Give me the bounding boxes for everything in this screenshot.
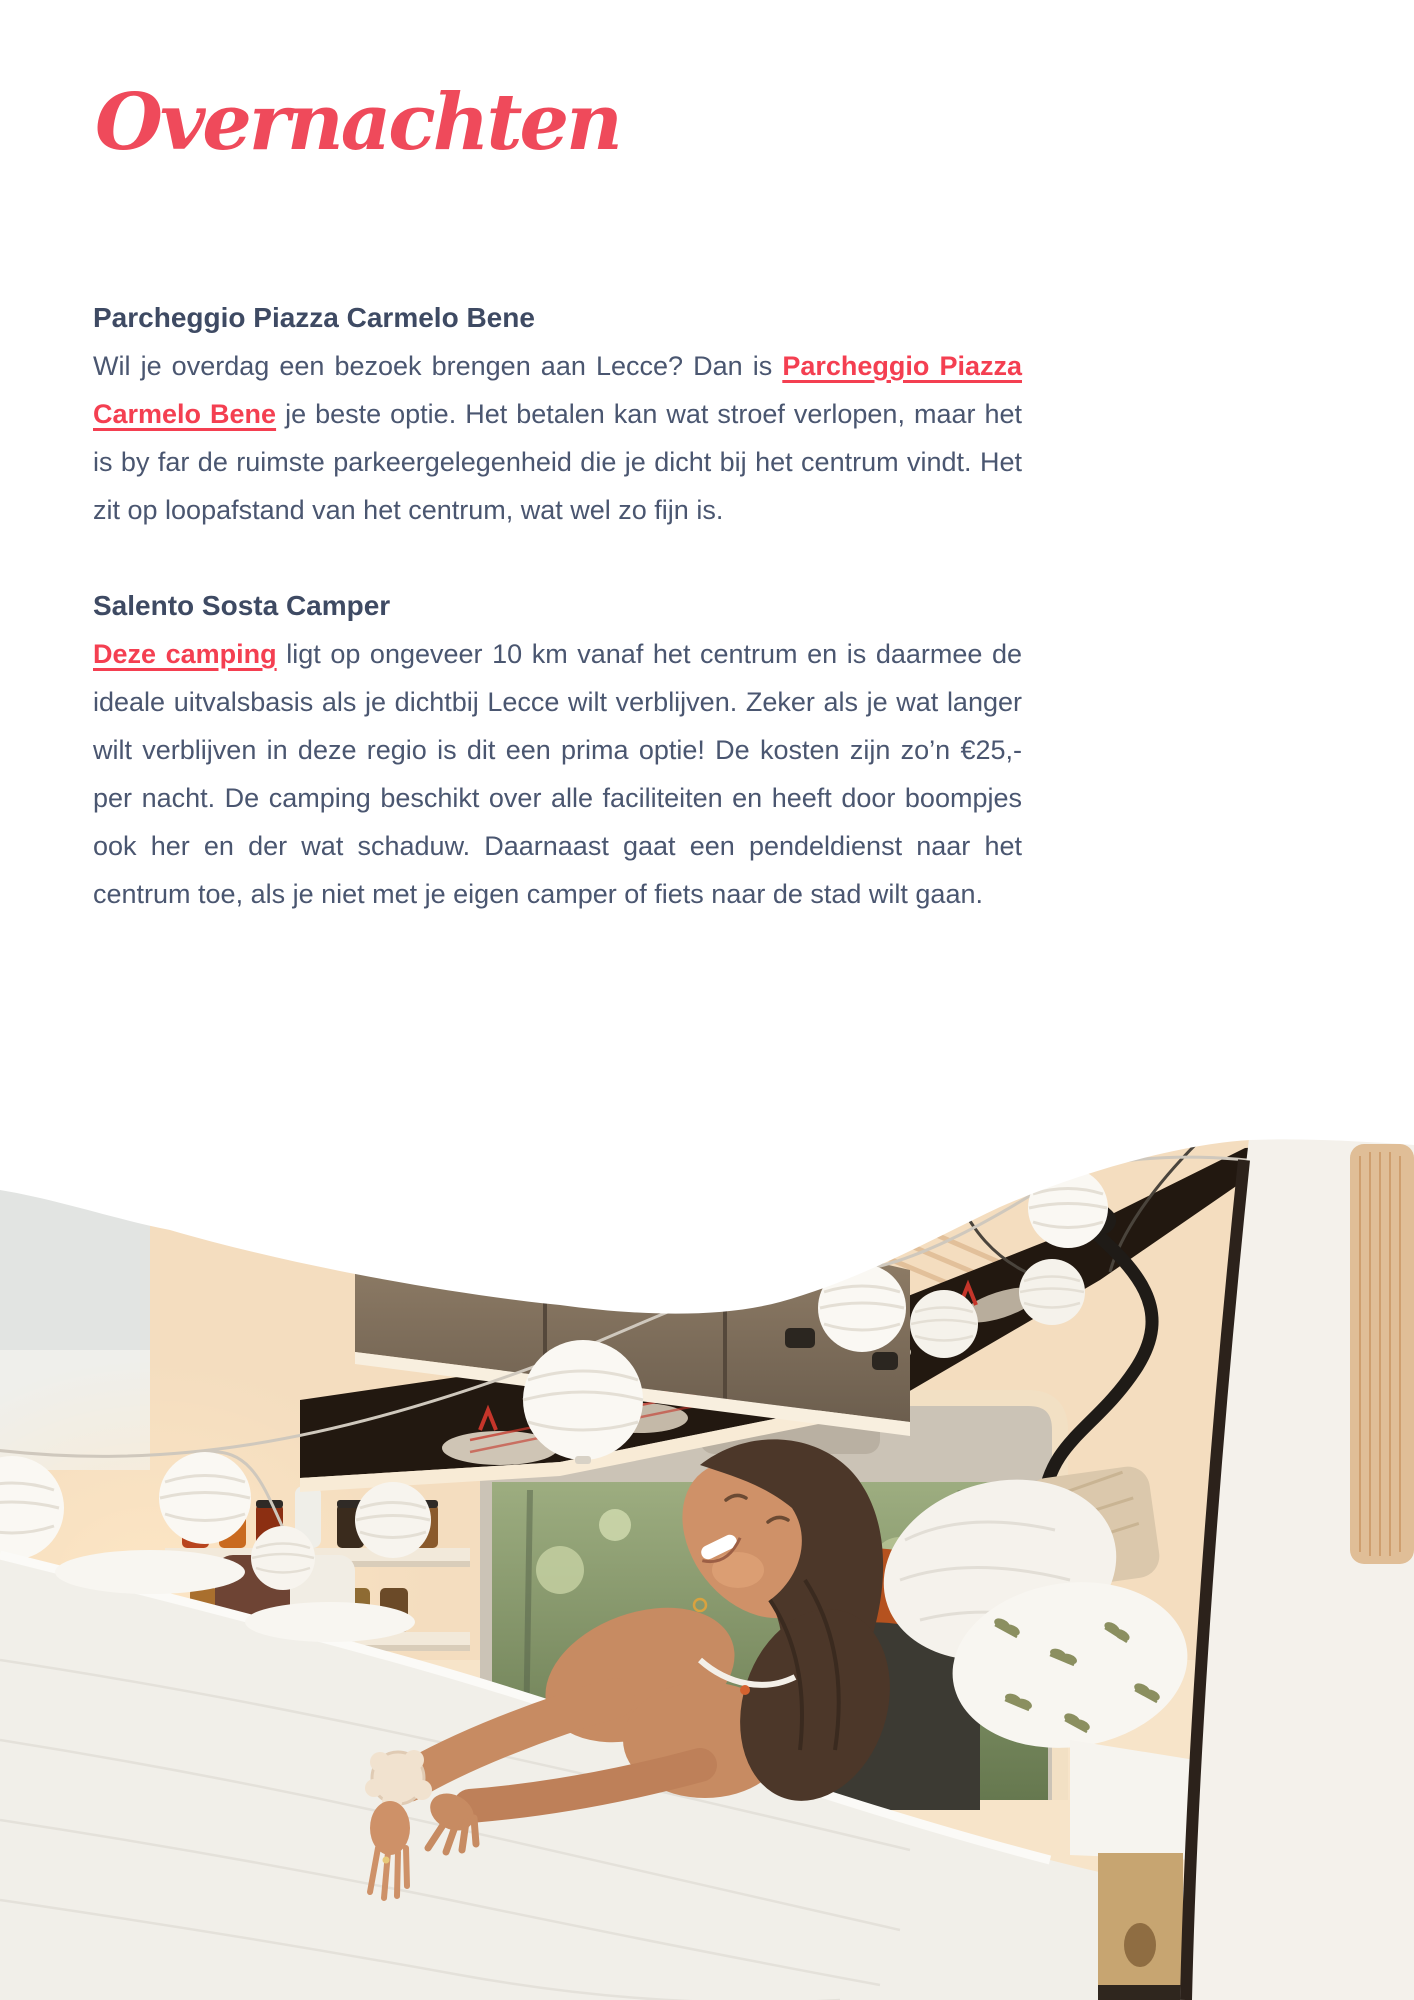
section-heading: Salento Sosta Camper [93, 590, 391, 621]
parcheggio-link[interactable]: Parcheggio Piazza Carmelo Bene [93, 351, 1022, 429]
paragraph-text: je beste optie. Het betalen kan wat stroef verlopen, maar het is by far de ruimste parkeergelegenheid die je dicht bij het centrum vindt. Het zit op loopafstand van het centrum, wat wel zo fijn is. [93, 399, 1022, 525]
page-title: Overnachten [95, 77, 620, 168]
camper-photo-illustration [0, 1100, 1414, 2000]
pendant [740, 1685, 750, 1695]
page-content [93, 294, 1022, 966]
paragraph-text: ligt op ongeveer 10 km vanaf het centrum en is daarmee de ideale uitvalsbasis als je dichtbij Lecce wilt verblijven. Zeker als je wat langer wilt verblijven in deze regio is dit een prima optie! De kosten zijn zo’n €25,- per nacht. De camping beschikt over alle faciliteiten en heeft door boompjes ook her en der wat schaduw. Daarnaast gaat een pendeldienst naar het centrum toe, als je niet met je eigen camper of fiets naar de stad wilt gaan. [93, 639, 1022, 909]
section-paragraph [93, 342, 1022, 534]
paragraph-text: Wil je overdag een bezoek brengen aan Lecce? Dan is [93, 351, 783, 381]
section-heading: Parcheggio Piazza Carmelo Bene [93, 302, 535, 333]
wood-panel [1350, 1144, 1414, 1564]
section-parcheggio [93, 294, 1022, 534]
section-paragraph [93, 630, 1022, 918]
camping-link[interactable]: Deze camping [93, 639, 277, 669]
section-camping [93, 582, 1022, 918]
camper-interior-photo [0, 1100, 1414, 2000]
